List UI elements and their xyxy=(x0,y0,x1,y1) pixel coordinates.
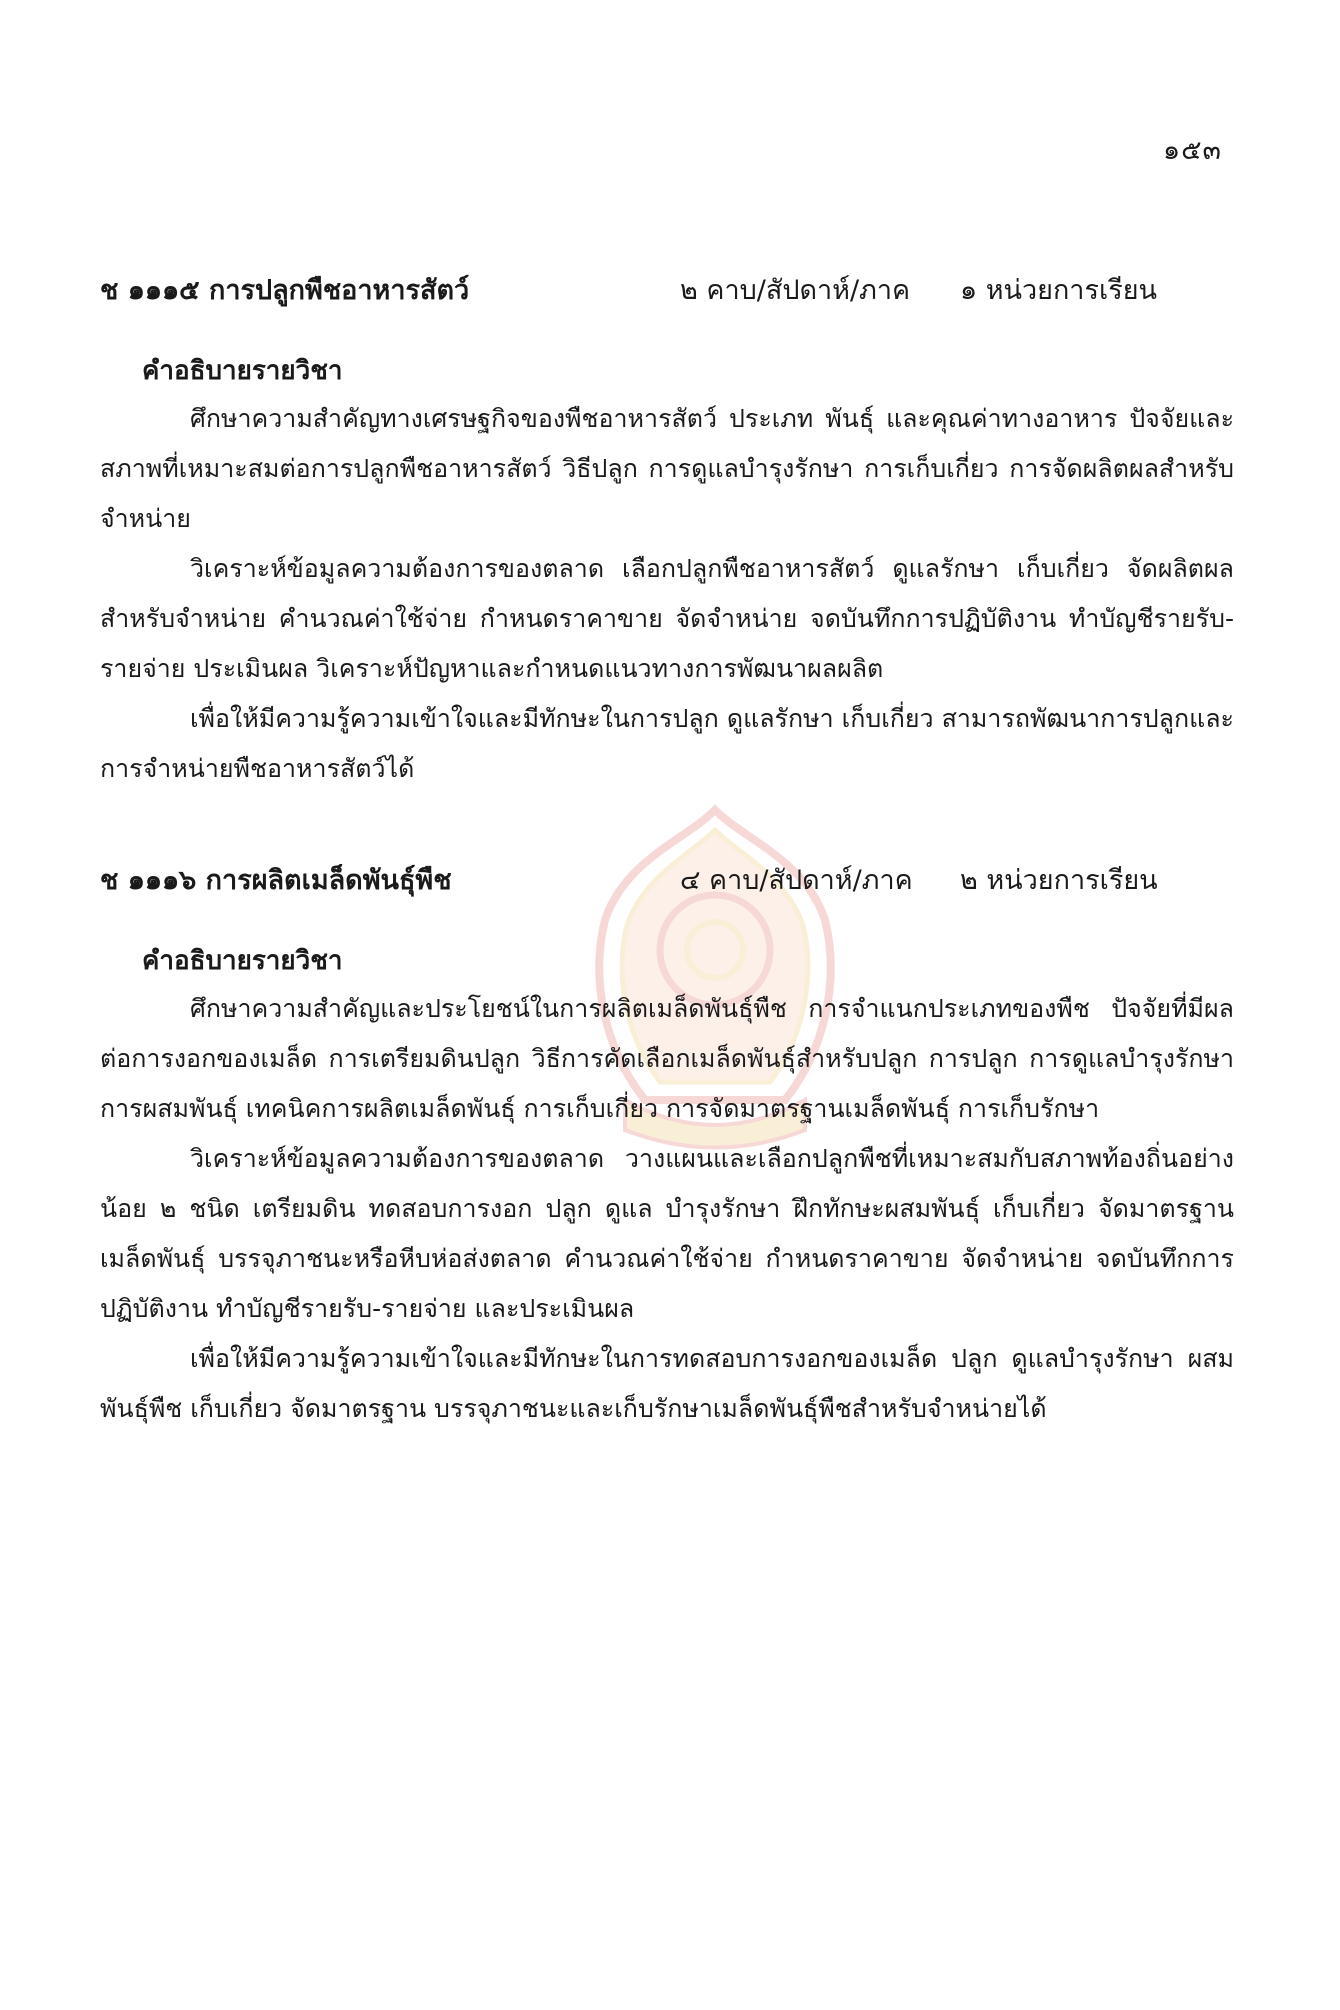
description-paragraph: เพื่อให้มีความรู้ความเข้าใจและมีทักษะในการปลูก ดูแลรักษา เก็บเกี่ยว สามารถพัฒนาการปลูกและการจำหน่ายพืชอาหารสัตว์ได้ xyxy=(100,704,1234,783)
description-heading: คำอธิบายรายวิชา xyxy=(142,356,343,386)
course-header xyxy=(100,268,1240,314)
course-hours: ๒ คาบ/สัปดาห์/ภาค xyxy=(680,275,911,306)
description-paragraph: วิเคราะห์ข้อมูลความต้องการของตลาด วางแผนและเลือกปลูกพืชที่เหมาะสมกับสภาพท้องถิ่นอย่างน้อย ๒ ชนิด เตรียมดิน ทดสอบการงอก ปลูก ดูแล บำรุงรักษา ฝึกทักษะผสมพันธุ์ เก็บเกี่ยว จัดมาตรฐานเมล็ดพันธุ์ บรรจุภาชนะหรือหีบห่อส่งตลาด คำนวณค่าใช้จ่าย กำหนดราคาขาย จัดจำหน่าย จดบันทึกการปฏิบัติงาน ทำบัญชีรายรับ-รายจ่าย และประเมินผล xyxy=(100,1144,1234,1323)
course-credits: ๑ หน่วยการเรียน xyxy=(960,275,1157,306)
description-heading: คำอธิบายรายวิชา xyxy=(142,946,343,976)
description-paragraph: ศึกษาความสำคัญทางเศรษฐกิจของพืชอาหารสัตว์ ประเภท พันธุ์ และคุณค่าทางอาหาร ปัจจัยและสภาพที่เหมาะสมต่อการปลูกพืชอาหารสัตว์ วิธีปลูก การดูแลบำรุงรักษา การเก็บเกี่ยว การจัดผลิตผลสำหรับจำหน่าย xyxy=(100,404,1234,533)
course-section-2 xyxy=(100,858,1240,1434)
description-paragraph: ศึกษาความสำคัญและประโยชน์ในการผลิตเมล็ดพันธุ์พืช การจำแนกประเภทของพืช ปัจจัยที่มีผลต่อการงอกของเมล็ด การเตรียมดินปลูก วิธีการคัดเลือกเมล็ดพันธุ์สำหรับปลูก การปลูก การดูแลบำรุงรักษา การผสมพันธุ์ เทคนิคการผลิตเมล็ดพันธุ์ การเก็บเกี่ยว การจัดมาตรฐานเมล็ดพันธุ์ การเก็บรักษา xyxy=(100,994,1234,1123)
course-code-title: ช ๑๑๑๕ การปลูกพืชอาหารสัตว์ xyxy=(100,275,470,306)
course-header xyxy=(100,858,1240,904)
description-paragraph: วิเคราะห์ข้อมูลความต้องการของตลาด เลือกปลูกพืชอาหารสัตว์ ดูแลรักษา เก็บเกี่ยว จัดผลิตผลสำหรับจำหน่าย คำนวณค่าใช้จ่าย กำหนดราคาขาย จัดจำหน่าย จดบันทึกการปฏิบัติงาน ทำบัญชีรายรับ-รายจ่าย ประเมินผล วิเคราะห์ปัญหาและกำหนดแนวทางการพัฒนาผลผลิต xyxy=(100,554,1234,683)
course-section-1 xyxy=(100,268,1240,794)
course-hours: ๔ คาบ/สัปดาห์/ภาค xyxy=(680,865,913,896)
course-credits: ๒ หน่วยการเรียน xyxy=(960,865,1158,896)
course-code-title: ช ๑๑๑๖ การผลิตเมล็ดพันธุ์พืช xyxy=(100,865,452,896)
page-number: ๑๕๓ xyxy=(1162,135,1222,166)
description-paragraph: เพื่อให้มีความรู้ความเข้าใจและมีทักษะในการทดสอบการงอกของเมล็ด ปลูก ดูแลบำรุงรักษา ผสมพันธุ์พืช เก็บเกี่ยว จัดมาตรฐาน บรรจุภาชนะและเก็บรักษาเมล็ดพันธุ์พืชสำหรับจำหน่ายได้ xyxy=(100,1344,1234,1423)
